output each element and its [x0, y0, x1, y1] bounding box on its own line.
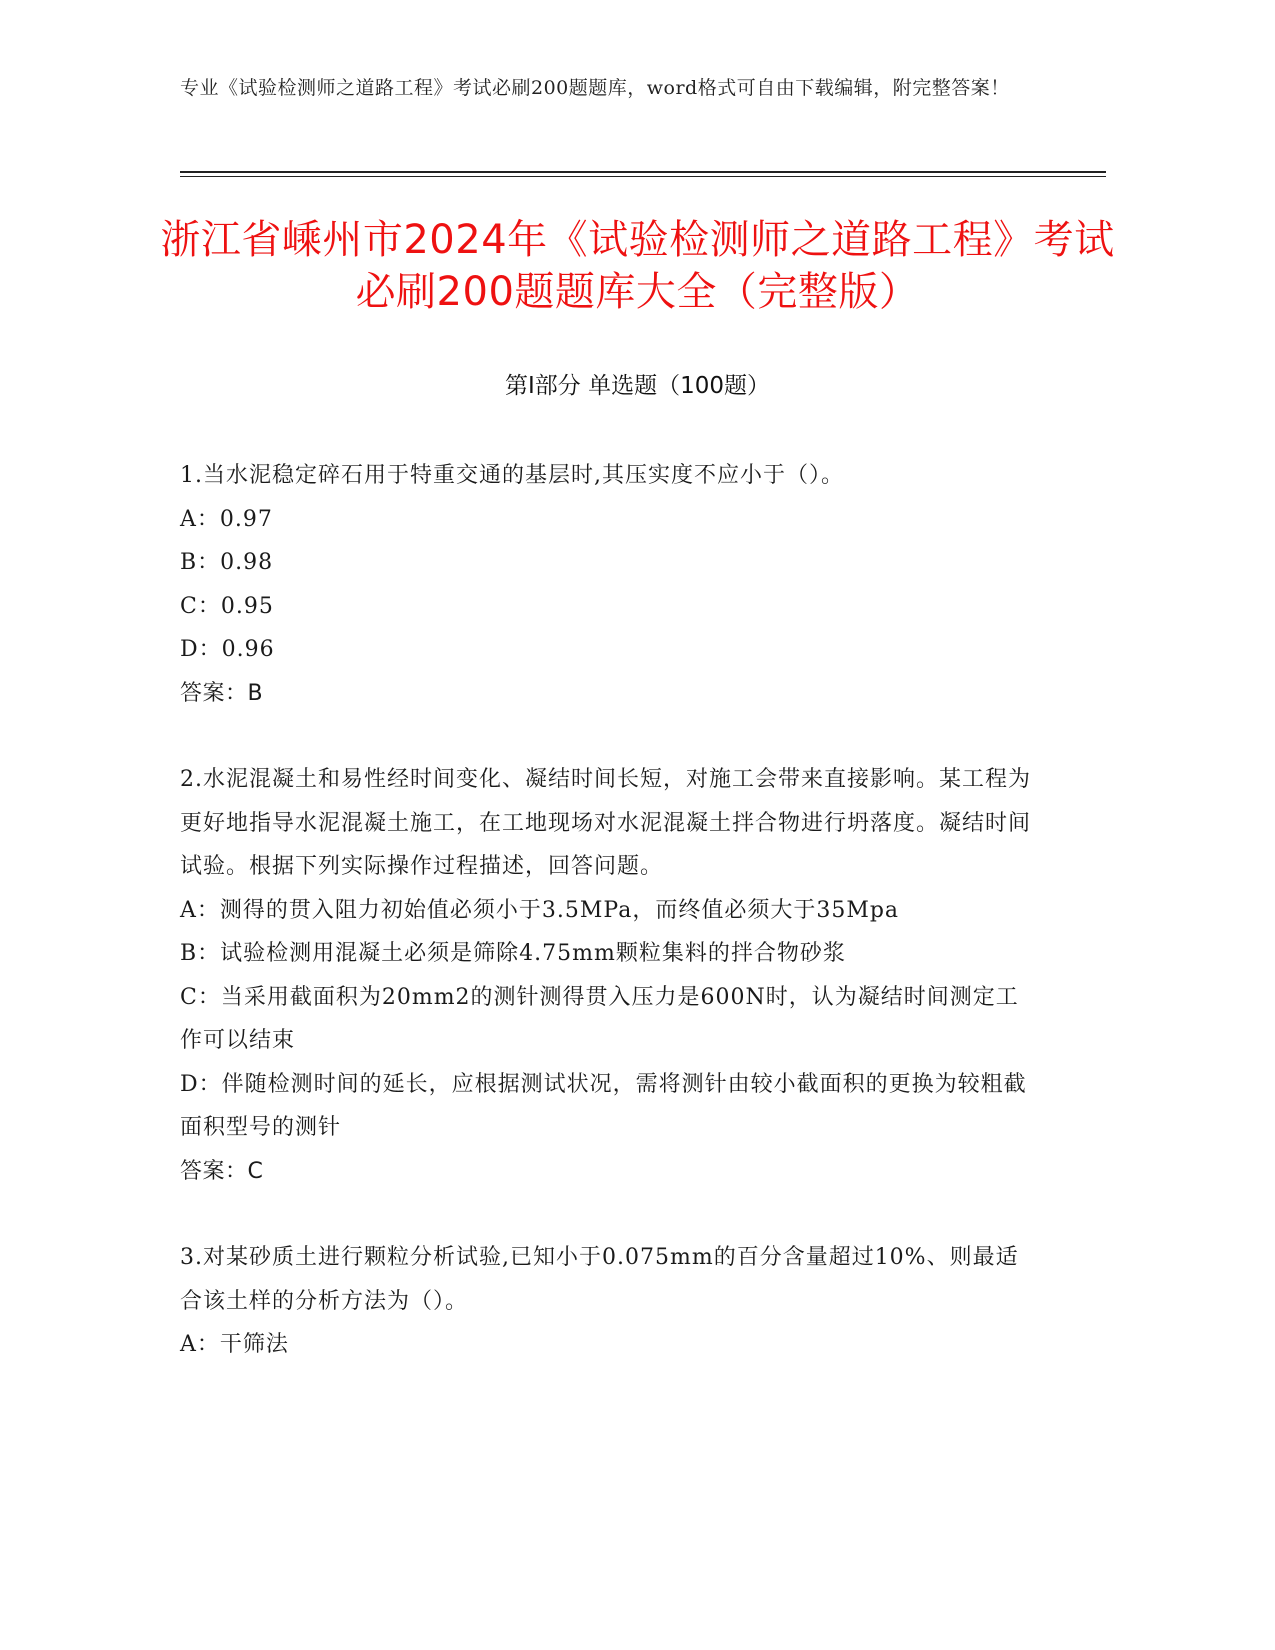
question-stem: 3.对某砂质土进行颗粒分析试验,已知小于0.075mm的百分含量超过10%、则最适合该土样的分析方法为（）。: [180, 1245, 1019, 1314]
option-c: C：当采用截面积为20mm2的测针测得贯入压力是600N时，认为凝结时间测定工作可以结束: [180, 984, 1019, 1053]
question-1: [180, 454, 1040, 715]
option-b: B：试验检测用混凝土必须是筛除4.75mm颗粒集料的拌合物砂浆: [180, 941, 846, 966]
question-stem: 2.水泥混凝土和易性经时间变化、凝结时间长短，对施工会带来直接影响。某工程为更好地指导水泥混凝土施工，在工地现场对水泥混凝土拌合物进行坍落度。凝结时间试验。根据下列实际操作过程描述，回答问题。: [180, 767, 1032, 879]
option-c: C：0.95: [180, 593, 274, 619]
header-divider-thick: [180, 171, 1106, 173]
header-note: 专业《试验检测师之道路工程》考试必刷200题题库，word格式可自由下载编辑，附完整答案！: [180, 77, 1010, 99]
answer: 答案：B: [180, 680, 264, 706]
option-d: D：伴随检测时间的延长，应根据测试状况，需将测针由较小截面积的更换为较粗截面积型号的测针: [180, 1071, 1027, 1140]
question-stem: 1.当水泥稳定碎石用于特重交通的基层时,其压实度不应小于（）。: [180, 463, 844, 488]
header-divider-thin: [180, 176, 1106, 177]
question-2: [180, 758, 1040, 1193]
option-d: D：0.96: [180, 637, 275, 662]
option-b: B：0.98: [180, 550, 274, 575]
question-list: [180, 454, 1040, 1410]
answer: 答案：C: [180, 1158, 264, 1184]
document-title: 浙江省嵊州市2024年《试验检测师之道路工程》考试必刷200题题库大全（完整版）: [160, 217, 1115, 315]
option-a: A：测得的贯入阻力初始值必须小于3.5MPa，而终值必须大于35Mpa: [180, 897, 900, 923]
question-3: [180, 1236, 1040, 1367]
option-a: A：干筛法: [180, 1332, 289, 1357]
option-a: A：0.97: [180, 506, 273, 532]
section-heading: 第I部分 单选题（100题）: [505, 373, 770, 399]
